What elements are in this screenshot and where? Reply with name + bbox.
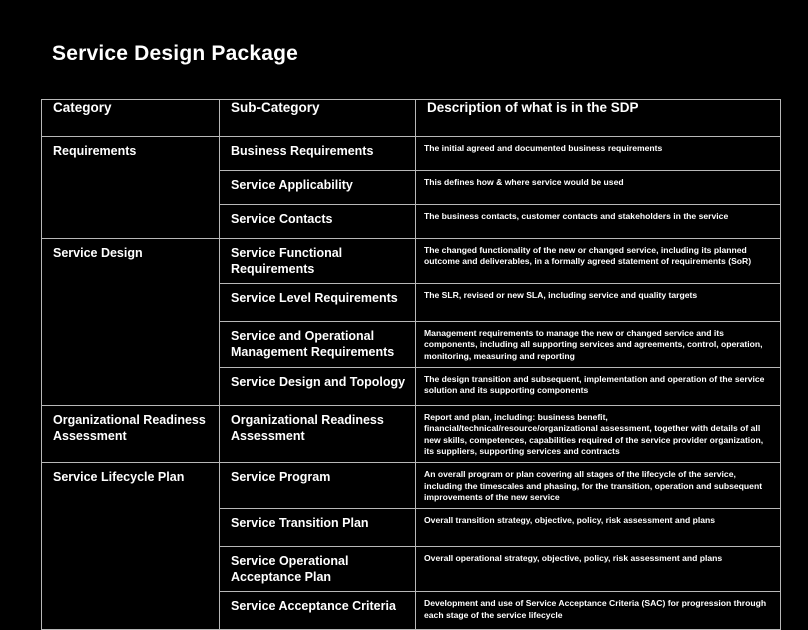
description-text: The changed functionality of the new or changed service, including its planned outcome and deliverables, in a formally agreed statement of requirements (SoR) (424, 245, 752, 267)
description-text: Development and use of Service Acceptance Criteria (SAC) for progression through each stage of the service lifecycle (424, 598, 767, 620)
category-label: Service Lifecycle Plan (53, 470, 185, 485)
sub-category-cell (220, 592, 416, 630)
category-label: Organizational Readiness Assessment (53, 413, 206, 443)
sub-category-cell (220, 406, 416, 463)
sub-category-label: Service Acceptance Criteria (231, 599, 396, 614)
sub-category-label: Service Operational Acceptance Plan (231, 554, 349, 584)
sub-category-label: Service Design and Topology (231, 375, 406, 390)
column-header-sub-category-label: Sub-Category (231, 100, 320, 115)
sub-category-cell (220, 509, 416, 547)
description-text: Overall operational strategy, objective, policy, risk assessment and plans (424, 553, 723, 564)
page-title: Service Design Package (52, 42, 299, 65)
category-cell (42, 137, 220, 239)
column-header-description (416, 100, 781, 137)
column-header-category-label: Category (53, 100, 112, 115)
description-cell (416, 592, 781, 630)
sub-category-label: Organizational Readiness Assessment (231, 413, 384, 443)
sub-category-cell (220, 322, 416, 368)
description-text: An overall program or plan covering all stages of the lifecycle of the service, including the timescales and phasing, for the transition, operation and subsequent improvements of the new service (424, 469, 763, 503)
sub-category-label: Service Applicability (231, 178, 353, 192)
category-label: Service Design (53, 246, 143, 260)
description-text: The SLR, revised or new SLA, including service and quality targets (424, 290, 698, 300)
description-cell (416, 137, 781, 171)
sub-category-label: Service Contacts (231, 212, 333, 226)
description-text: The design transition and subsequent, implementation and operation of the service solution and its supporting components (424, 374, 765, 396)
description-cell (416, 322, 781, 368)
category-cell (42, 463, 220, 630)
sub-category-label: Service Transition Plan (231, 516, 369, 531)
description-cell (416, 171, 781, 205)
sub-category-label: Service and Operational Management Requirements (231, 329, 395, 359)
sub-category-cell (220, 239, 416, 284)
description-cell (416, 547, 781, 592)
category-cell (42, 406, 220, 463)
sub-category-cell (220, 284, 416, 322)
description-cell (416, 406, 781, 463)
description-text: Management requirements to manage the new or changed service and its components, including all supporting services and agreements, control, operation, monitoring, measuring and reporting (424, 328, 763, 361)
sub-category-cell (220, 368, 416, 406)
column-header-sub-category (220, 100, 416, 137)
sub-category-cell (220, 463, 416, 509)
description-text: Report and plan, including: business benefit, financial/technical/resource/organizational assessment, together with details of all new skills, competences, capabilities required of the service provider organization, its suppliers, supporting services and contracts (424, 412, 764, 457)
sub-category-cell (220, 205, 416, 239)
description-cell (416, 368, 781, 406)
description-cell (416, 239, 781, 284)
table-row (42, 137, 781, 171)
table-header-row (42, 100, 781, 137)
table-row (42, 463, 781, 509)
category-label: Requirements (53, 144, 137, 158)
description-text: The business contacts, customer contacts and stakeholders in the service (424, 211, 729, 221)
table-header (42, 100, 781, 137)
description-text: This defines how & where service would be used (424, 177, 624, 187)
sub-category-cell (220, 547, 416, 592)
table-body (42, 137, 781, 630)
description-text: The initial agreed and documented business requirements (424, 143, 663, 153)
sub-category-label: Service Program (231, 470, 331, 485)
sub-category-label: Service Level Requirements (231, 291, 398, 305)
description-cell (416, 509, 781, 547)
service-design-package-table (41, 99, 781, 630)
description-cell (416, 463, 781, 509)
column-header-category (42, 100, 220, 137)
table-row (42, 406, 781, 463)
description-text: Overall transition strategy, objective, policy, risk assessment and plans (424, 515, 716, 526)
table-row (42, 239, 781, 284)
sub-category-cell (220, 137, 416, 171)
category-cell (42, 239, 220, 406)
column-header-description-label: Description of what is in the SDP (427, 100, 639, 115)
description-cell (416, 205, 781, 239)
sub-category-cell (220, 171, 416, 205)
sub-category-label: Service Functional Requirements (231, 246, 343, 276)
description-cell (416, 284, 781, 322)
sub-category-label: Business Requirements (231, 144, 374, 158)
